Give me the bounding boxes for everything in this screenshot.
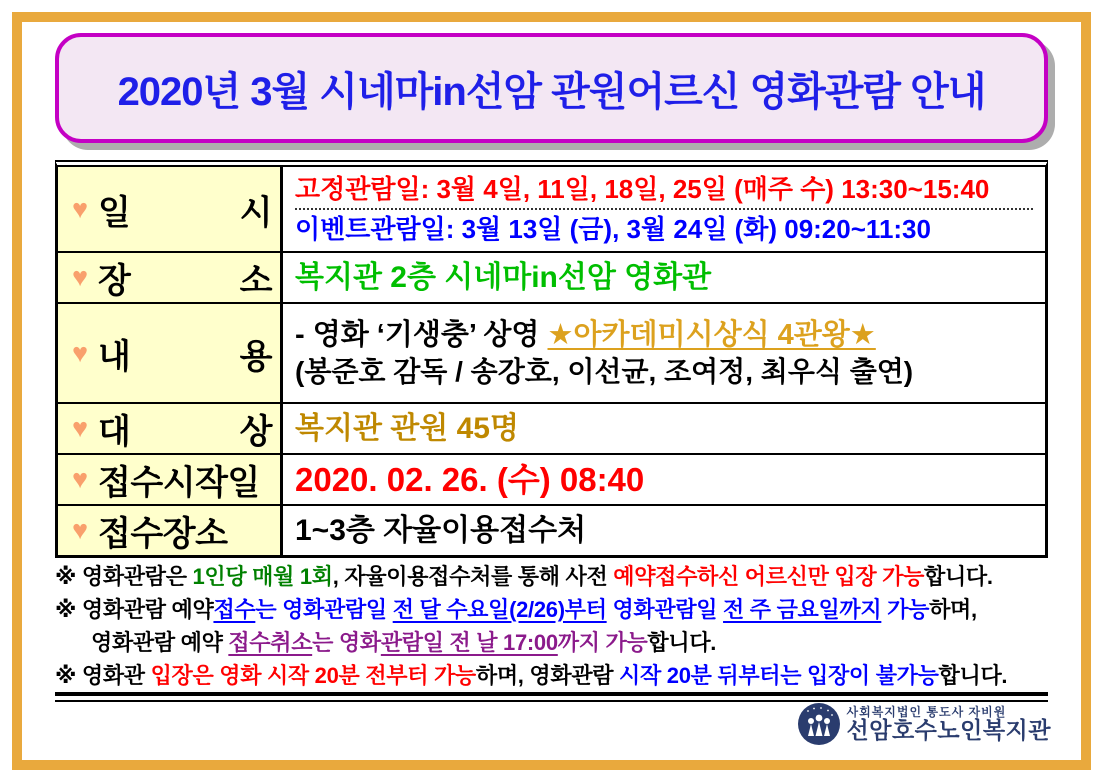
note-text: 합니다. xyxy=(924,564,993,589)
table-row-registration-start xyxy=(58,453,1045,504)
cast-line: (봉준호 감독 / 송강호, 이선균, 조여정, 최우식 출연) xyxy=(295,355,914,387)
note-text-blue-underline: 전 주 금요일까지 xyxy=(723,597,882,622)
row-label-text: 장 소 xyxy=(98,262,272,300)
logo-emblem-icon xyxy=(798,703,840,745)
heart-icon: ♥ xyxy=(72,193,89,224)
note-text: , 자율이용접수처를 통해 사전 xyxy=(332,564,614,589)
table-row-target xyxy=(58,402,1045,453)
row-value-registration-place xyxy=(283,506,1045,555)
table-row-place xyxy=(58,251,1045,302)
note-text-red: 예약접수하신 어르신만 입장 가능 xyxy=(613,564,925,589)
note-text-purple-underline: 관람일 전 날 17:00 xyxy=(380,630,558,655)
row-label-registration-start xyxy=(58,455,283,504)
note-text-green: 1인당 매월 1회 xyxy=(192,564,333,589)
note-text: ※ 영화관람 예약 xyxy=(55,597,214,622)
note-text-blue: 영화관람일 xyxy=(606,597,724,622)
logo-foundation-name: 사회복지법인 통도사 자비원 xyxy=(846,704,1007,719)
movie-line xyxy=(295,317,1033,353)
fixed-viewing-dates: 고정관람일: 3월 4일, 11일, 18일, 25일 (매주 수) 13:30~15:40 xyxy=(295,173,990,204)
note-2-line-1 xyxy=(55,593,1048,626)
logo-texts xyxy=(847,706,1051,743)
organization-logo xyxy=(798,703,1051,745)
note-text-purple: 까지 가능 xyxy=(557,630,648,655)
row-value-content xyxy=(283,304,1045,402)
info-table xyxy=(55,160,1048,558)
logo-center-name: 선암호수노인복지관 xyxy=(846,717,1051,744)
heart-icon: ♥ xyxy=(72,464,89,494)
note-text-blue-underline: 전 달 수요일(2/26)부터 xyxy=(392,597,607,622)
note-3 xyxy=(55,659,1048,692)
row-value-datetime xyxy=(283,167,1045,251)
movie-title-text: - 영화 ‘기생충’ 상영 xyxy=(295,319,548,352)
table-row-registration-place xyxy=(58,504,1045,555)
note-text-blue: 시작 20분 뒤부터는 입장이 불가능 xyxy=(619,663,939,688)
note-1 xyxy=(55,560,1048,593)
row-label-target xyxy=(58,404,283,453)
registration-place-text: 1~3층 자율이용접수처 xyxy=(295,513,587,547)
row-label-text: 일 시 xyxy=(98,193,272,232)
table-row-datetime xyxy=(58,167,1045,251)
row-label-registration-place xyxy=(58,506,283,555)
row-value-target xyxy=(283,404,1045,453)
row-label-text: 대 상 xyxy=(98,413,272,451)
event-viewing-dates: 이벤트관람일: 3월 13일 (금), 3월 24일 (화) 09:20~11:30 xyxy=(295,214,931,244)
venue-text: 복지관 2층 시네마in선암 영화관 xyxy=(295,260,712,294)
double-rule xyxy=(55,692,1048,702)
note-text-red: 입장은 영화 시작 20분 전부터 가능 xyxy=(150,663,476,688)
row-value-place xyxy=(283,253,1045,302)
award-text: ★아카데미시상식 4관왕★ xyxy=(547,319,876,352)
dotted-divider xyxy=(295,208,1033,210)
row-label-datetime xyxy=(58,167,283,251)
table-row-content xyxy=(58,302,1045,402)
heart-icon: ♥ xyxy=(72,262,89,292)
heart-icon: ♥ xyxy=(72,515,89,545)
heart-icon: ♥ xyxy=(72,413,89,443)
row-value-registration-start xyxy=(283,455,1045,504)
note-text: ※ 영화관람은 xyxy=(55,564,193,589)
note-text: ※ 영화관 xyxy=(55,663,151,688)
row-label-text: 접수시작일 xyxy=(98,464,260,502)
note-text: 영화관람 예약 xyxy=(91,630,229,655)
note-text: 하며, 영화관람 xyxy=(475,663,620,688)
note-text: 하며, xyxy=(929,597,977,622)
row-label-text: 내 용 xyxy=(98,337,272,376)
row-label-content xyxy=(58,304,283,402)
note-2-line-2 xyxy=(55,626,1048,659)
registration-start-text: 2020. 02. 26. (수) 08:40 xyxy=(295,460,645,498)
note-text-purple: 는 영화 xyxy=(312,630,381,655)
row-label-place xyxy=(58,253,283,302)
note-text-blue-underline: 접수 xyxy=(213,597,256,622)
title-banner xyxy=(55,33,1048,143)
page-title: 2020년 3월 시네마in선암 관원어르신 영화관람 안내 xyxy=(117,69,986,114)
note-text-blue: 는 xyxy=(255,597,283,622)
target-audience-text: 복지관 관원 45명 xyxy=(295,411,519,445)
heart-icon: ♥ xyxy=(72,337,89,368)
note-text-blue: 가능 xyxy=(881,597,930,622)
notes-section xyxy=(55,560,1048,692)
row-label-text: 접수장소 xyxy=(98,515,228,553)
note-text: 합니다. xyxy=(647,630,717,655)
note-text: 합니다. xyxy=(938,663,1008,688)
note-text-purple-underline: 접수취소 xyxy=(228,630,313,655)
note-text-blue: 영화관람일 xyxy=(282,597,393,622)
